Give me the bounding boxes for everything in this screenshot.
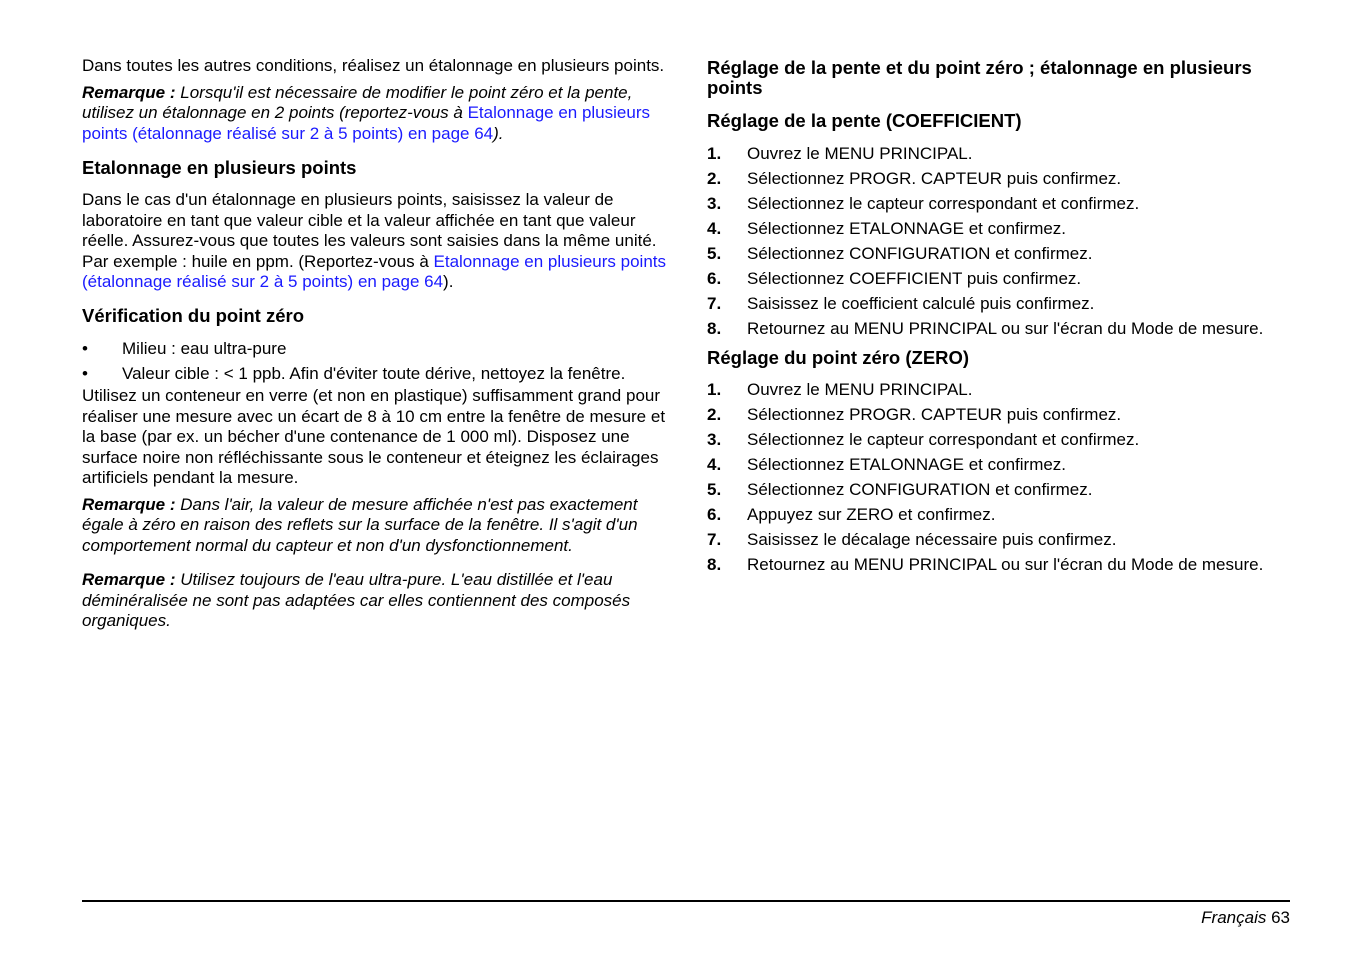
step-number: 5. xyxy=(707,479,722,499)
zero-step xyxy=(707,480,1292,501)
slope-step xyxy=(707,244,1292,265)
note-label: Remarque : xyxy=(82,494,176,514)
slope-step xyxy=(707,144,1292,165)
step-number: 5. xyxy=(707,244,722,263)
note-text: Lorsqu'il est nécessaire de modifier le point zéro et la pente, utilisez un étalonnage en 2 points (reportez-vous à xyxy=(82,82,633,122)
step-text: Ouvrez le MENU PRINCIPAL. xyxy=(747,379,973,399)
page-footer xyxy=(1201,908,1290,928)
step-text: Saisissez le coefficient calculé puis confirmez. xyxy=(747,294,1095,313)
heading-slope-zero: Réglage de la pente et du point zéro ; étalonnage en plusieurs points xyxy=(707,57,1252,98)
step-number: 7. xyxy=(707,294,722,313)
step-number: 4. xyxy=(707,219,722,238)
step-number: 4. xyxy=(707,454,722,474)
note-ultra-pure xyxy=(82,570,667,632)
multi-point-link-2[interactable]: Etalonnage en plusieurs points (étalonnage réalisé sur 2 à 5 points) en page 64 xyxy=(82,251,667,291)
note-air xyxy=(82,495,667,557)
step-text: Sélectionnez CONFIGURATION et confirmez. xyxy=(747,479,1093,499)
step-text: Ouvrez le MENU PRINCIPAL. xyxy=(747,144,973,163)
step-number: 1. xyxy=(707,379,722,399)
step-text: Sélectionnez le capteur correspondant et confirmez. xyxy=(747,429,1140,449)
zero-step xyxy=(707,455,1292,476)
step-text: Sélectionnez le capteur correspondant et confirmez. xyxy=(747,194,1140,213)
step-text: Retournez au MENU PRINCIPAL ou sur l'écran du Mode de mesure. xyxy=(747,319,1264,338)
footer-rule xyxy=(82,900,1290,902)
zero-steps-list xyxy=(707,380,1292,576)
bullet-mark: • xyxy=(82,363,88,383)
zero-step xyxy=(707,430,1292,451)
right-column xyxy=(707,58,1292,580)
zero-step xyxy=(707,555,1292,576)
step-text: Retournez au MENU PRINCIPAL ou sur l'écran du Mode de mesure. xyxy=(747,554,1264,574)
step-text: Sélectionnez PROGR. CAPTEUR puis confirmez. xyxy=(747,169,1122,188)
multi-point-text: Dans le cas d'un étalonnage en plusieurs points, saisissez la valeur de laboratoire en tant que valeur cible et la valeur affichée en tant que valeur réelle. Assurez-vous que toutes les valeurs sont saisies dans la même unité. Par exemple : huile en ppm. (Reportez-vous à xyxy=(82,190,657,271)
slope-step xyxy=(707,269,1292,290)
step-number: 8. xyxy=(707,319,722,338)
zero-step xyxy=(707,380,1292,401)
note-after: ). xyxy=(493,123,504,143)
note-calibration xyxy=(82,83,667,145)
bullet-item xyxy=(82,364,667,385)
bullet-item xyxy=(82,339,667,360)
zero-step xyxy=(707,405,1292,426)
page-number: 63 xyxy=(1271,908,1290,927)
bullet-text: Milieu : eau ultra-pure xyxy=(122,338,287,358)
slope-step xyxy=(707,169,1292,190)
note-text: Dans l'air, la valeur de mesure affichée n'est pas exactement égale à zéro en raison des reflets sur la surface de la fenêtre. Il s'agit d'un comportement normal du capteur et non d'un dysfonctionnement. xyxy=(82,494,638,555)
step-number: 6. xyxy=(707,269,722,288)
heading-zero-adjust: Réglage du point zéro (ZERO) xyxy=(707,346,970,368)
multi-point-after: ). xyxy=(443,272,454,291)
zero-step xyxy=(707,505,1292,526)
intro-paragraph: Dans toutes les autres conditions, réalisez un étalonnage en plusieurs points. xyxy=(82,56,665,75)
step-number: 7. xyxy=(707,529,722,549)
step-text: Saisissez le décalage nécessaire puis confirmez. xyxy=(747,529,1117,549)
step-number: 3. xyxy=(707,429,722,449)
slope-step xyxy=(707,319,1292,340)
bullet-mark: • xyxy=(82,338,88,358)
note-text: Utilisez toujours de l'eau ultra-pure. L'eau distillée et l'eau déminéralisée ne sont pas adaptées car elles contiennent des composés organiques. xyxy=(82,570,631,630)
bullet-text: Valeur cible : < 1 ppb. Afin d'éviter toute dérive, nettoyez la fenêtre. xyxy=(122,363,626,383)
step-number: 2. xyxy=(707,169,722,188)
zero-step xyxy=(707,530,1292,551)
heading-slope: Réglage de la pente (COEFFICIENT) xyxy=(707,110,1022,131)
slope-step xyxy=(707,219,1292,240)
step-text: Appuyez sur ZERO et confirmez. xyxy=(747,504,996,524)
left-column xyxy=(82,56,667,632)
step-text: Sélectionnez ETALONNAGE et confirmez. xyxy=(747,454,1067,474)
step-number: 1. xyxy=(707,144,722,163)
step-text: Sélectionnez PROGR. CAPTEUR puis confirmez. xyxy=(747,404,1122,424)
step-number: 3. xyxy=(707,194,722,213)
footer-language: Français xyxy=(1201,908,1267,927)
step-text: Sélectionnez ETALONNAGE et confirmez. xyxy=(747,219,1067,238)
heading-multi-point: Etalonnage en plusieurs points xyxy=(82,157,357,178)
slope-steps-list xyxy=(707,144,1292,340)
zero-paragraph: Utilisez un conteneur en verre (et non en plastique) suffisamment grand pour réaliser une mesure avec un écart de 8 à 10 cm entre la fenêtre de mesure et la base (par ex. un bécher d'une contenance de 1 000 ml). Disposez une surface noire non réfléchissante sous le conteneur et éteignez les éclairages artificiels pendant la mesure. xyxy=(82,386,666,487)
note-label: Remarque : xyxy=(82,82,176,102)
step-text: Sélectionnez COEFFICIENT puis confirmez. xyxy=(747,269,1082,288)
multi-point-paragraph xyxy=(82,190,667,293)
slope-step xyxy=(707,194,1292,215)
multi-point-link[interactable]: Etalonnage en plusieurs points (étalonnage réalisé sur 2 à 5 points) en page 64 xyxy=(82,103,650,143)
slope-step xyxy=(707,294,1292,315)
step-number: 8. xyxy=(707,554,722,574)
step-number: 2. xyxy=(707,404,722,424)
note-label: Remarque : xyxy=(82,570,176,589)
heading-zero-check: Vérification du point zéro xyxy=(82,304,305,326)
step-text: Sélectionnez CONFIGURATION et confirmez. xyxy=(747,244,1093,263)
step-number: 6. xyxy=(707,504,722,524)
